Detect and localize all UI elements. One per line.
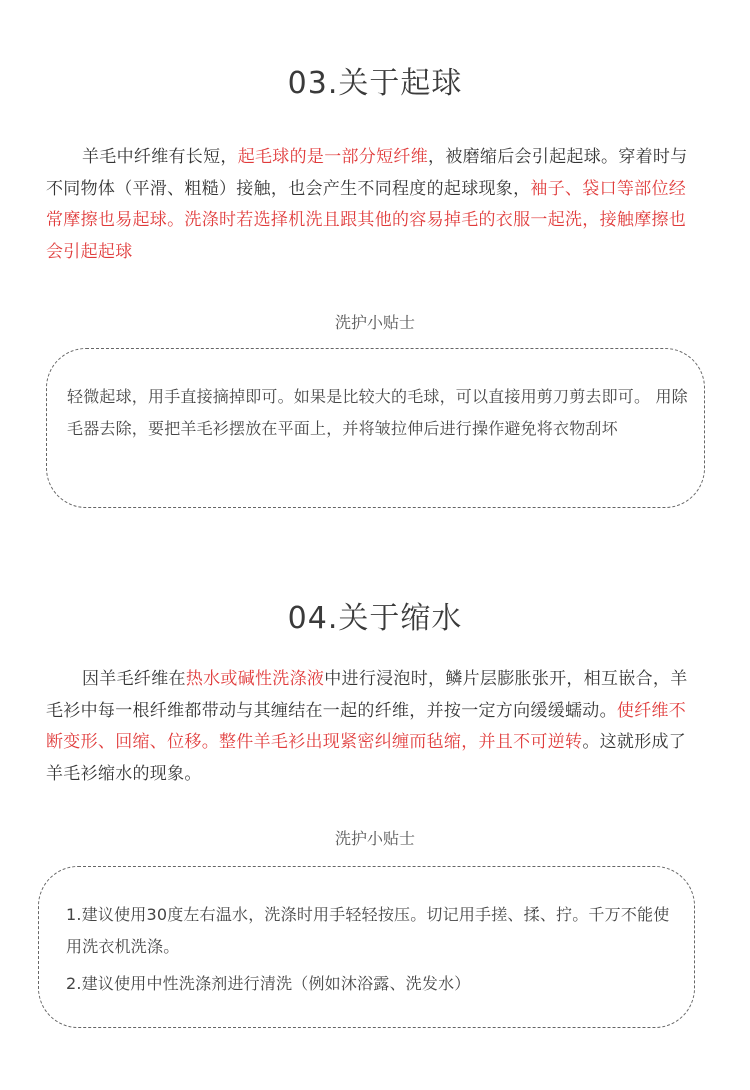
section-title-shrinkage: 04.关于缩水 bbox=[287, 601, 463, 636]
pilling-tip-box bbox=[46, 348, 705, 508]
shrinkage-text-4-highlight: 使纤维不断变形、回缩、位移。整件羊毛衫出现紧密纠缠而毡缩，并且不可逆转 bbox=[46, 700, 687, 752]
pilling-tip-text: 轻微起球，用手直接摘掉即可。如果是比较大的毛球，可以直接用剪刀剪去即可。 用除毛器去除，要把羊毛衫摆放在平面上，并将皱拉伸后进行操作避免将衣物刮坏 bbox=[67, 387, 688, 438]
section-title-pilling: 03.关于起球 bbox=[287, 66, 463, 101]
pilling-paragraph bbox=[46, 142, 696, 268]
pilling-text-4-highlight: 袖子、袋口等部位经常摩擦也易起球。洗涤时若选择机洗且跟其他的容易掉毛的衣服一起洗，接触摩擦也会引起起球 bbox=[46, 178, 687, 262]
shrinkage-text-2-highlight: 热水或碱性洗涤液 bbox=[185, 669, 325, 689]
shrinkage-tip-line-1: 1.建议使用30度左右温水，洗涤时用手轻轻按压。切记用手搓、揉、拧。千万不能使用洗衣机洗涤。 bbox=[66, 905, 670, 956]
pilling-text-3: ，被磨缩后会引起起球。穿着时与不同物体（平滑、粗糙）接触，也会产生不同程度的起球现象， bbox=[46, 147, 688, 199]
shrinkage-tip-label: 洗护小贴士 bbox=[334, 829, 415, 848]
shrinkage-tip-line-2: 2.建议使用中性洗涤剂进行清洗（例如沐浴露、洗发水） bbox=[66, 974, 471, 993]
shrinkage-text-3: 中进行浸泡时，鳞片层膨胀张开，相互嵌合，羊毛衫中每一根纤维都带动与其缠结在一起的纤维，并按一定方向缓缓蠕动。 bbox=[46, 669, 688, 721]
shrinkage-text-1: 因羊毛纤维在 bbox=[82, 669, 186, 689]
shrinkage-paragraph bbox=[46, 664, 696, 790]
shrinkage-text-5: 。这就形成了羊毛衫缩水的现象。 bbox=[46, 732, 687, 784]
pilling-text-2-highlight: 起毛球的是一部分短纤维 bbox=[237, 147, 429, 167]
pilling-text-1: 羊毛中纤维有长短， bbox=[82, 147, 238, 167]
shrinkage-tip-box bbox=[38, 866, 695, 1028]
pilling-tip-label: 洗护小贴士 bbox=[334, 313, 415, 332]
